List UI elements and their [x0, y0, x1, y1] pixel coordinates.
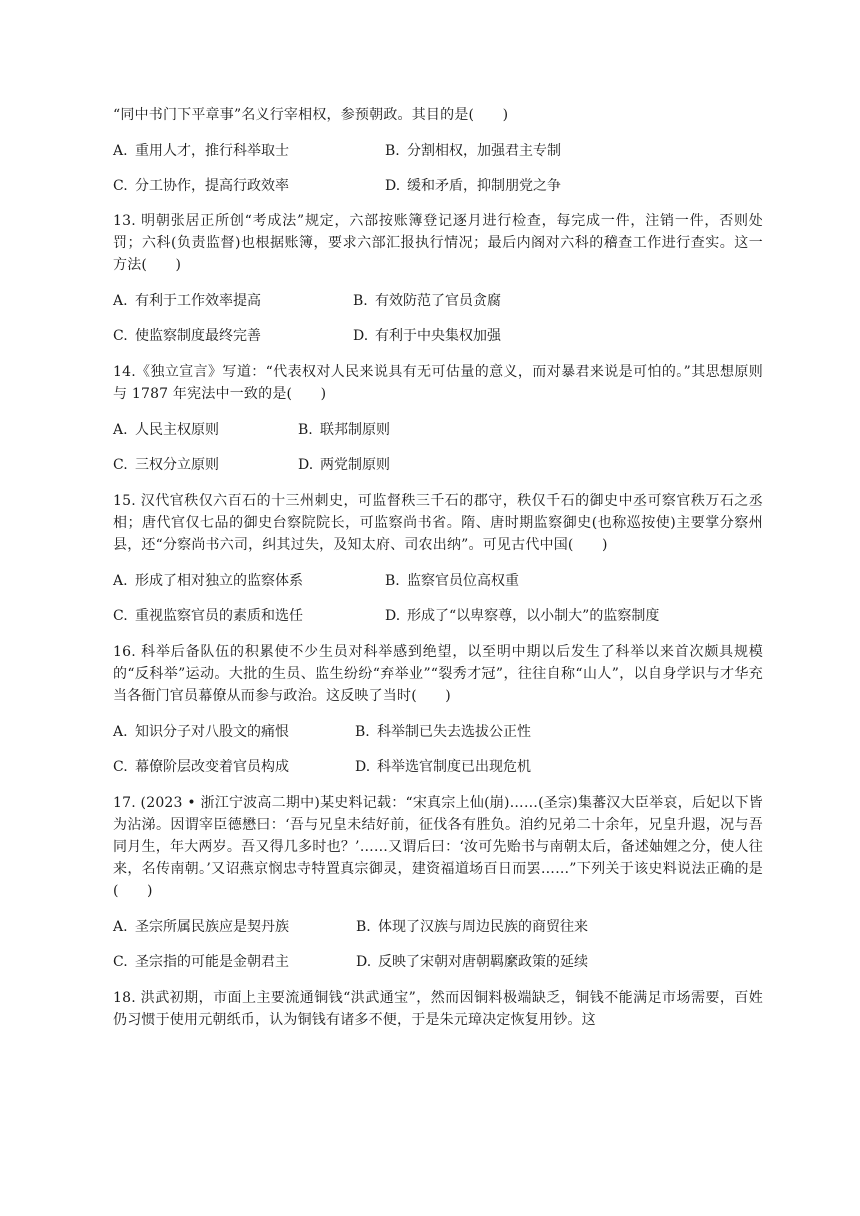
question-16-option-a[interactable]: A. 知识分子对八股文的痛恨 — [113, 724, 289, 740]
question-17-option-a[interactable]: A. 圣宗所属民族应是契丹族 — [113, 919, 289, 935]
question-14-option-d[interactable]: D. 两党制原则 — [298, 457, 390, 473]
intro-options-row-2 — [113, 175, 763, 197]
intro-options-row-1 — [113, 140, 763, 162]
page-content — [113, 104, 763, 1045]
question-15-option-a[interactable]: A. 形成了相对独立的监察体系 — [113, 573, 303, 589]
intro-option-c[interactable]: C. 分工协作，提高行政效率 — [113, 178, 289, 194]
question-14-option-a[interactable]: A. 人民主权原则 — [113, 422, 219, 438]
question-13-option-d[interactable]: D. 有利于中央集权加强 — [353, 328, 501, 344]
question-14-option-b[interactable]: B. 联邦制原则 — [298, 422, 390, 438]
question-13-option-c[interactable]: C. 使监察制度最终完善 — [113, 328, 261, 344]
question-13-options-row-2 — [113, 325, 763, 347]
question-16-option-c[interactable]: C. 幕僚阶层改变着官员构成 — [113, 759, 289, 775]
question-14-options-row-1 — [113, 419, 763, 441]
question-16-option-d[interactable]: D. 科举选官制度已出现危机 — [355, 759, 531, 775]
question-17-options-row-1 — [113, 916, 763, 938]
question-17-option-c[interactable]: C. 圣宗指的可能是金朝君主 — [113, 954, 289, 970]
question-15-option-b[interactable]: B. 监察官员位高权重 — [385, 573, 519, 589]
intro-stem: “同中书门下平章事”名义行宰相权，参预朝政。其目的是( ) — [113, 107, 509, 123]
question-16-stem: 16. 科举后备队伍的积累使不少生员对科举感到绝望，以至明中期以后发生了科举以来首次颇具规模的“反科举”运动。大批的生员、监生纷纷“弃举业”“裂秀才冠”，往往自称“山人”，以自身学识与才华充当各衙门官员幕僚从而参与政治。这反映了当时( ) — [113, 644, 763, 704]
question-17 — [113, 792, 763, 973]
question-17-stem: 17. (2023 • 浙江宁波高二期中)某史料记载：“宋真宗上仙(崩)……(圣宗)集蕃汉大臣举哀，后妃以下皆为沾涕。因谓宰臣德懋曰：‘吾与兄皇未结好前，征伐各有胜负。洎约兄弟二十余年，兄皇升遐，况与吾同月生，年大两岁。吾又得几多时也？’……又谓后曰：‘汝可先贻书与南朝太后，备述妯娌之分，使人往来，名传南朝。’又诏燕京悯忠寺特置真宗御灵，建资福道场百日而罢……”下列关于该史料说法正确的是( ) — [113, 795, 763, 899]
question-13-option-b[interactable]: B. 有效防范了官员贪腐 — [353, 293, 501, 309]
intro-option-a[interactable]: A. 重用人才，推行科举取士 — [113, 143, 289, 159]
question-15-option-d[interactable]: D. 形成了“以卑察尊，以小制大”的监察制度 — [385, 608, 660, 624]
question-17-option-b[interactable]: B. 体现了汉族与周边民族的商贸往来 — [356, 919, 588, 935]
question-13-stem: 13. 明朝张居正所创“考成法”规定，六部按账簿登记逐月进行检查，每完成一件，注销一件，否则处罚；六科(负责监督)也根据账簿，要求六部汇报执行情况；最后内阁对六科的稽查工作进行查实。这一方法( ) — [113, 213, 763, 273]
question-15-stem: 15. 汉代官秩仅六百石的十三州刺史，可监督秩三千石的郡守，秩仅千石的御史中丞可察官秩万石之丞相；唐代官仅七品的御史台察院院长，可监察尚书省。隋、唐时期监察御史(也称巡按使)主要掌分察州县，还“分察尚书六司，纠其过失，及知太府、司农出纳”。可见古代中国( ) — [113, 493, 763, 553]
question-13-options-row-1 — [113, 290, 763, 312]
question-16 — [113, 641, 763, 778]
question-13-option-a[interactable]: A. 有利于工作效率提高 — [113, 293, 261, 309]
question-15-options-row-1 — [113, 570, 763, 592]
question-17-option-d[interactable]: D. 反映了宋朝对唐朝羁縻政策的延续 — [356, 954, 588, 970]
intro-option-d[interactable]: D. 缓和矛盾，抑制朋党之争 — [385, 178, 561, 194]
question-17-options-row-2 — [113, 951, 763, 973]
question-14 — [113, 361, 763, 476]
question-14-option-c[interactable]: C. 三权分立原则 — [113, 457, 219, 473]
question-16-option-b[interactable]: B. 科举制已失去选拔公正性 — [355, 724, 531, 740]
question-15-options-row-2 — [113, 605, 763, 627]
question-16-options-row-1 — [113, 721, 763, 743]
intro-option-b[interactable]: B. 分割相权，加强君主专制 — [385, 143, 561, 159]
question-13 — [113, 210, 763, 347]
question-15 — [113, 490, 763, 627]
question-14-options-row-2 — [113, 454, 763, 476]
question-16-options-row-2 — [113, 756, 763, 778]
question-14-stem: 14.《独立宣言》写道：“代表权对人民来说具有无可估量的意义，而对暴君来说是可怕的。”其思想原则与 1787 年宪法中一致的是( ) — [113, 364, 763, 402]
question-18-stem: 18. 洪武初期，市面上主要流通铜钱“洪武通宝”，然而因铜料极端缺乏，铜钱不能满足市场需要，百姓仍习惯于使用元朝纸币，认为铜钱有诸多不便，于是朱元璋决定恢复用钞。这 — [113, 990, 763, 1028]
question-15-option-c[interactable]: C. 重视监察官员的素质和选任 — [113, 608, 303, 624]
